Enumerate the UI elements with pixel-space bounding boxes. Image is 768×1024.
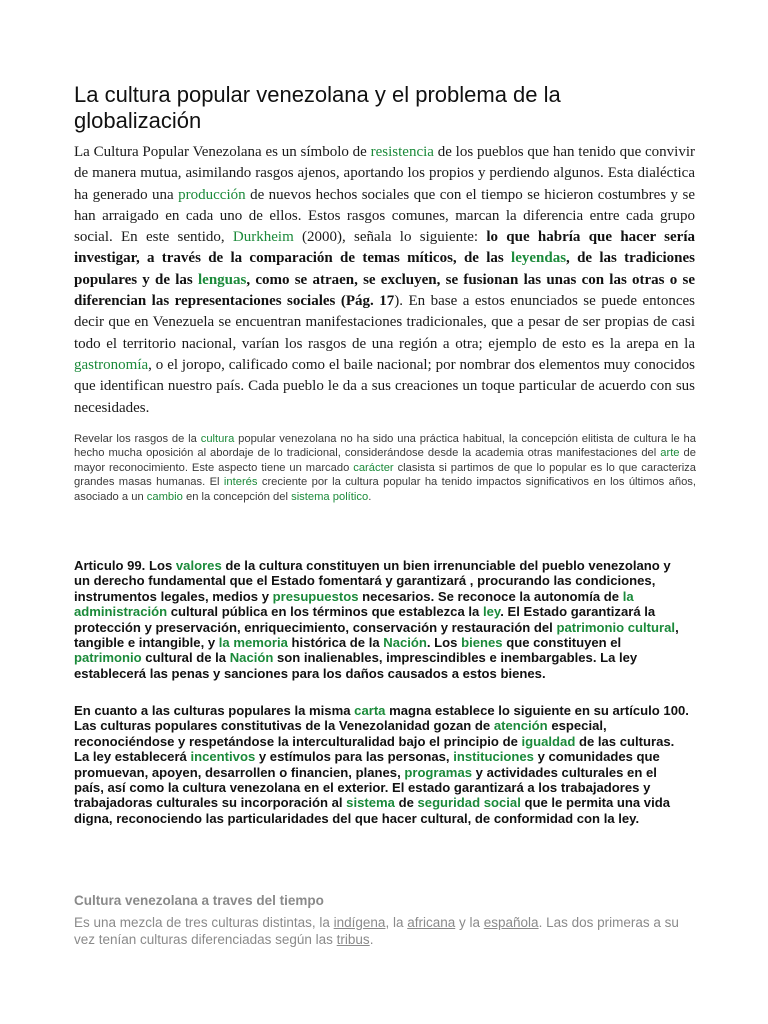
link-leyendas[interactable]: leyendas: [511, 250, 567, 267]
text: y estímulos para las personas,: [255, 749, 454, 765]
text: popular venezolana no ha sido una práctica habitual, la concepción elitista de cultura le ha hecho mucha oposición al abordaje de lo tradicional, considerándose desde la academia otras manifestaciones del: [74, 433, 696, 460]
link-nacion-2[interactable]: Nación: [229, 650, 274, 666]
link-carta[interactable]: carta: [354, 703, 386, 718]
text: , o el joropo, calificado como el baile nacional; por nombrar dos elementos muy conocidos que identifican nuestro país. Cada pueblo le da a sus creaciones un toque particular de acuerdo con sus necesidades.: [74, 356, 695, 416]
link-espanola[interactable]: española: [483, 915, 539, 930]
intro-paragraph: [74, 142, 695, 419]
text: Es una mezcla de tres culturas distintas, la: [74, 915, 334, 930]
text: , de las tradiciones populares y de las: [74, 250, 695, 288]
link-la-memoria[interactable]: la memoria: [218, 635, 288, 651]
text: . Las dos primeras a su vez tenían culturas diferenciadas según las: [74, 915, 679, 947]
link-tribus[interactable]: tribus: [336, 931, 370, 947]
link-incentivos[interactable]: incentivos: [190, 749, 256, 765]
text: , tangible e intangible, y: [74, 619, 679, 651]
link-gastronomia[interactable]: gastronomía: [74, 356, 149, 373]
link-durkheim[interactable]: Durkheim: [232, 229, 294, 246]
page-title: La cultura popular venezolana y el problema de la globalización: [74, 82, 561, 133]
text: Articulo 99. Los: [74, 558, 176, 573]
link-lenguas[interactable]: lenguas: [198, 271, 247, 288]
link-nacion[interactable]: Nación: [383, 635, 427, 651]
text: que constituyen el: [502, 635, 622, 651]
text: , la: [385, 915, 408, 930]
section-paragraph: [74, 915, 700, 949]
link-instituciones[interactable]: instituciones: [453, 749, 534, 765]
text: de: [394, 795, 418, 811]
text: Revelar los rasgos de la: [74, 433, 201, 445]
link-programas[interactable]: programas: [404, 764, 473, 780]
text: histórica de la: [287, 635, 384, 651]
link-patrimonio-cultural[interactable]: patrimonio cultural: [556, 619, 676, 635]
link-igualdad[interactable]: igualdad: [521, 733, 576, 749]
link-indigena[interactable]: indígena: [333, 915, 386, 930]
link-atencion[interactable]: atención: [493, 718, 548, 734]
link-sistema[interactable]: sistema: [346, 795, 395, 811]
text: que le permita una vida digna, reconociendo las particularidades del que hacer cultural, de conformidad con la ley.: [74, 795, 671, 826]
link-patrimonio[interactable]: patrimonio: [74, 650, 142, 666]
text: lo que habría que hacer sería investigar, a través de la comparación de temas míticos, de las: [74, 229, 695, 267]
link-la-administracion[interactable]: la administración: [74, 588, 634, 620]
text: (2000), señala lo siguiente:: [293, 229, 487, 246]
link-interes[interactable]: interés: [223, 476, 258, 489]
text: de las culturas. La ley establecerá: [74, 733, 675, 765]
text: ). En base a estos enunciados se puede entonces decir que en Venezuela se encuentran manifestaciones tradicionales, que a pesar de ser propias de casi todo el territorio nacional, varían los rasgos de una región a otra; ejemplo de esto es la arepa en la: [74, 293, 695, 352]
text: . Los: [426, 635, 462, 651]
text: de nuevos hechos sociales que con el tiempo se hicieron costumbres y se han arraigado en cada uno de ellos. Estos rasgos comunes, marcan la diferencia entre cada grupo social. En este sentido,: [74, 186, 695, 246]
link-arte[interactable]: arte: [660, 447, 680, 460]
text: y actividades culturales en el país, así como la cultura venezolana en el exterior. El estado garantizará a los trabajadores y trabajadoras culturales su incorporación al: [74, 764, 657, 811]
article-100: [74, 703, 690, 826]
link-resistencia[interactable]: resistencia: [370, 144, 434, 160]
text: magna establece lo siguiente en su artículo 100.: [385, 703, 689, 718]
text: clasista si partimos de que lo popular es lo que caracteriza grandes masas humanas. El: [74, 461, 696, 489]
text: cultural pública en los términos que establezca la: [167, 604, 483, 620]
text: de mayor reconocimiento. Este aspecto tiene un marcado: [74, 447, 696, 474]
link-cultura[interactable]: cultura: [200, 433, 235, 445]
text: en la concepción del: [182, 490, 292, 503]
text: .: [368, 490, 372, 503]
text: y la: [455, 915, 484, 930]
text: .: [369, 931, 374, 947]
article-99: [74, 558, 690, 681]
link-africana[interactable]: africana: [407, 915, 456, 930]
link-cambio[interactable]: cambio: [146, 490, 183, 503]
link-presupuestos[interactable]: presupuestos: [272, 588, 359, 604]
text: de los pueblos que han tenido que convivir de manera mutua, asimilando rasgos ajenos, aportando los propios y perdiendo algunos. Esta dialéctica ha generado una: [74, 144, 696, 203]
link-produccion[interactable]: producción: [178, 186, 246, 203]
link-sistema-politico[interactable]: sistema político: [291, 490, 369, 503]
section-title: Cultura venezolana a traves del tiempo: [74, 893, 324, 908]
text: Las culturas populares constitutivas de la Venezolanidad gozan de: [74, 718, 494, 734]
second-paragraph: [74, 432, 696, 504]
link-caracter[interactable]: carácter: [353, 461, 394, 474]
text: son inalienables, imprescindibles e inembargables. La ley establecerá las penas y sanciones para los daños causados a estos bienes.: [74, 650, 638, 681]
text: cultural de la: [141, 650, 230, 666]
text: La Cultura Popular Venezolana es un símbolo de: [74, 144, 371, 160]
text: , como se atraen, se excluyen, se fusionan las unas con las otras o se diferencian las representaciones sociales (Pág. 17: [74, 271, 695, 310]
text: En cuanto a las culturas populares la misma: [74, 703, 355, 718]
text: y comunidades que promuevan, apoyen, desarrollen o financien, planes,: [74, 749, 660, 780]
link-ley[interactable]: ley: [482, 604, 501, 620]
text: . El Estado garantizará la protección y preservación, enriquecimiento, conservación y restauración del: [74, 604, 656, 635]
text: necesarios. Se reconoce la autonomía de: [358, 588, 623, 604]
link-valores[interactable]: valores: [175, 558, 222, 573]
link-seguridad-social[interactable]: seguridad social: [417, 795, 521, 811]
text: de la cultura constituyen un bien irrenunciable del pueblo venezolano y un derecho fundamental que el Estado fomentará y garantizará , procurando las condiciones, instrumentos legales, medios y: [74, 558, 671, 604]
text: creciente por la cultura popular ha tenido impactos significativos en los últimos años, asociado a un: [74, 476, 696, 503]
link-bienes[interactable]: bienes: [461, 635, 503, 651]
text: especial, reconociéndose y respetándose la interculturalidad bajo el principio de: [74, 718, 607, 749]
